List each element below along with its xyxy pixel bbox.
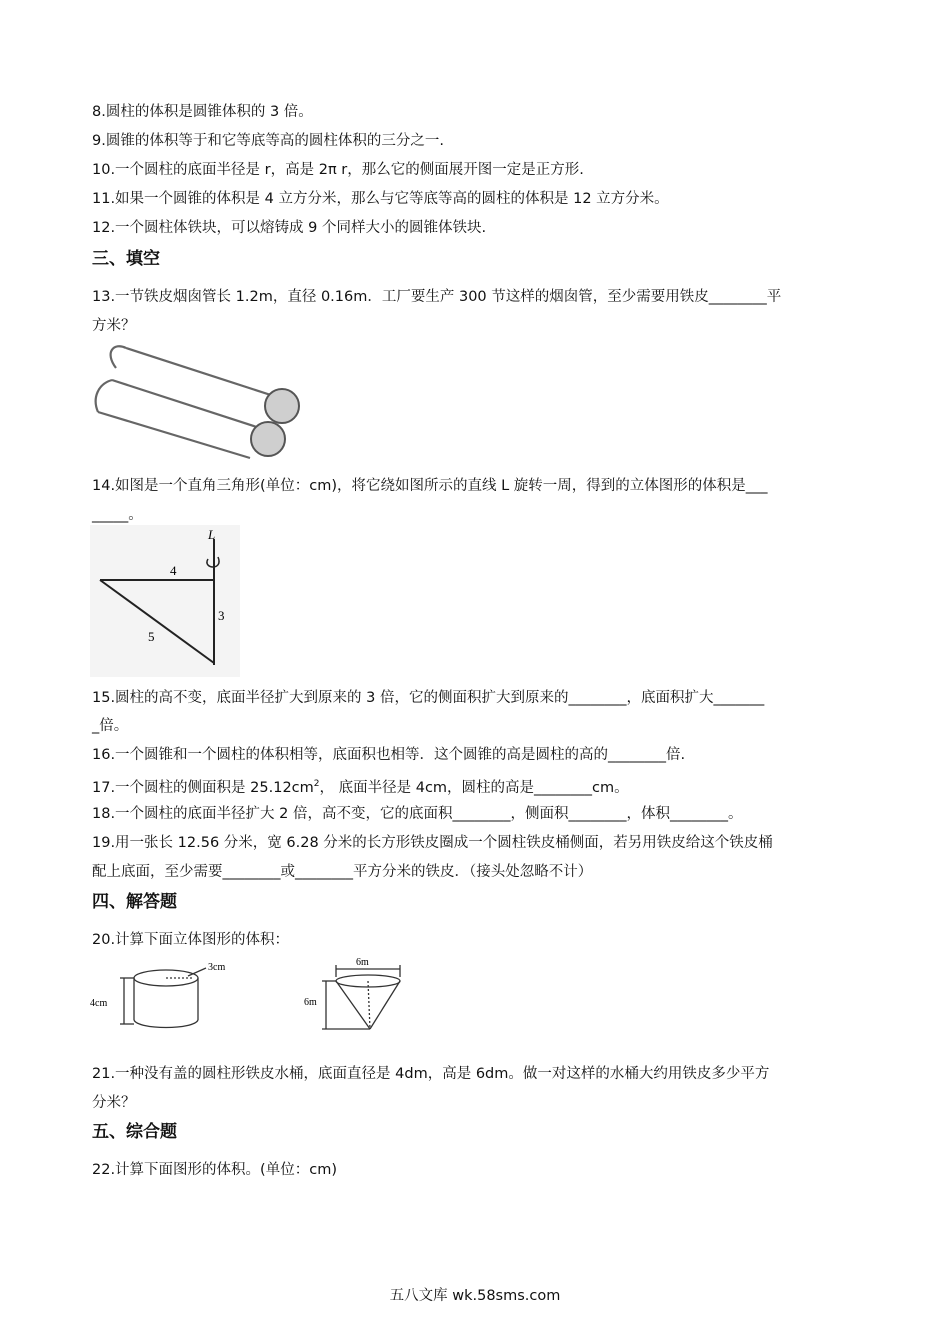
cylinder-figure (88, 958, 248, 1030)
q17-part-a: 17.一个圆柱的侧面积是 25.12cm (92, 779, 314, 796)
cylinder-radius-label: 3cm (208, 962, 226, 973)
side-label-right: 3 (218, 608, 225, 623)
cone-figure (300, 955, 412, 1033)
q15-line1: 15.圆柱的高不变，底面半径扩大到原来的 3 倍，它的侧面积扩大到原来的________，底面积扩大_______ (92, 690, 765, 706)
section-heading-solve: 四、解答题 (92, 892, 177, 912)
footer: 五八文库 wk.58sms.com (389, 1288, 561, 1304)
item-12: 12.一个圆柱体铁块，可以熔铸成 9 个同样大小的圆锥体铁块. (92, 220, 487, 236)
item-11: 11.如果一个圆锥的体积是 4 立方分米，那么与它等底等高的圆柱的体积是 12 立方分米。 (92, 191, 669, 207)
axis-label: L (208, 527, 216, 542)
side-label-hyp: 5 (148, 629, 155, 644)
right-triangle-figure (90, 525, 240, 677)
cylinder-height-label: 4cm (90, 998, 108, 1009)
q14-line2: _____。 (92, 507, 143, 523)
q17-part-b: ， 底面半径是 4cm，圆柱的高是________cm。 (319, 779, 629, 796)
q16: 16.一个圆锥和一个圆柱的体积相等，底面积也相等．这个圆锥的高是圆柱的高的________倍. (92, 747, 686, 763)
q17 (92, 774, 629, 798)
section-heading-fill: 三、填空 (92, 249, 160, 269)
cone-diameter-label: 6m (356, 957, 369, 968)
q17-sup: 2 (313, 779, 320, 789)
item-10: 10.一个圆柱的底面半径是 r，高是 2π r，那么它的侧面展开图一定是正方形. (92, 162, 584, 178)
q18: 18.一个圆柱的底面半径扩大 2 倍，高不变，它的底面积________，侧面积________，体积________。 (92, 806, 743, 822)
q21-line2: 分米？ (92, 1095, 136, 1111)
q13-line1: 13.一节铁皮烟囱管长 1.2m，直径 0.16m．工厂要生产 300 节这样的烟囱管，至少需要用铁皮________平 (92, 289, 782, 305)
q15-line2: _倍。 (92, 718, 129, 734)
q21-line1: 21.一种没有盖的圆柱形铁皮水桶，底面直径是 4dm，高是 6dm。做一对这样的水桶大约用铁皮多少平方 (92, 1066, 770, 1082)
section-heading-comprehensive: 五、综合题 (92, 1122, 177, 1142)
q13-line2: 方米？ (92, 318, 136, 334)
q14-line1: 14.如图是一个直角三角形(单位：cm)，将它绕如图所示的直线 L 旋转一周，得到的立体图形的体积是___ (92, 478, 768, 494)
chimney-pipes-figure (90, 340, 305, 462)
q20: 20.计算下面立体图形的体积： (92, 932, 290, 948)
q19-line2: 配上底面，至少需要________或________平方分米的铁皮．（接头处忽略不计） (92, 864, 593, 880)
item-9: 9.圆锥的体积等于和它等底等高的圆柱体积的三分之一. (92, 133, 444, 149)
q19-line1: 19.用一张长 12.56 分米，宽 6.28 分米的长方形铁皮圈成一个圆柱铁皮桶侧面，若另用铁皮给这个铁皮桶 (92, 835, 773, 851)
cone-height-label: 6m (304, 997, 317, 1008)
side-label-top: 4 (170, 563, 177, 578)
q22: 22.计算下面图形的体积。(单位：cm) (92, 1162, 337, 1178)
item-8: 8.圆柱的体积是圆锥体积的 3 倍。 (92, 104, 313, 120)
